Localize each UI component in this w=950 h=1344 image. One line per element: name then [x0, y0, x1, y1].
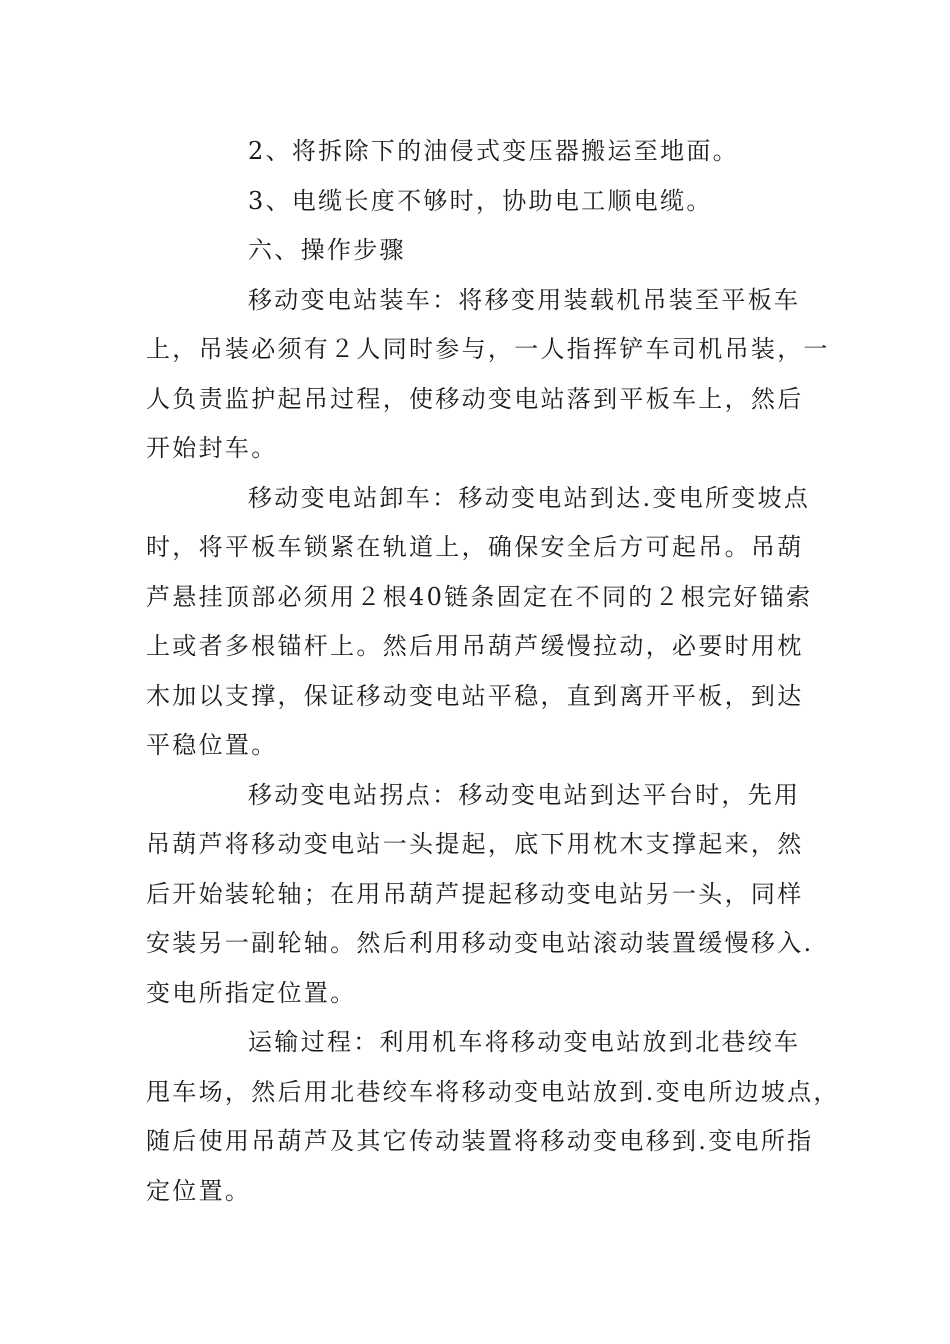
paragraph-line: 上或者多根锚杆上。然后用吊葫芦缓慢拉动，必要时用枕 [146, 632, 804, 660]
paragraph-line: 移动变电站装车：将移变用装载机吊装至平板车 [248, 285, 801, 314]
paragraph-line: 变电所指定位置。 [146, 978, 357, 1007]
paragraph-line: 后开始装轮轴；在用吊葫芦提起移动变电站另一头，同样 [146, 879, 804, 908]
paragraph-line: 移动变电站卸车：移动变电站到达.变电所变坡点 [248, 483, 811, 512]
paragraph-line: 开始封车。 [146, 434, 278, 462]
paragraph-line: 移动变电站拐点：移动变电站到达平台时，先用 [248, 780, 801, 809]
paragraph-line: 随后使用吊葫芦及其它传动装置将移动变电移到.变电所指 [146, 1127, 814, 1155]
paragraph-line: 安装另一副轮轴。然后利用移动变电站滚动装置缓慢移入. [146, 929, 814, 957]
paragraph-loading [146, 276, 830, 474]
document-body [146, 127, 840, 1216]
paragraph-line: 运输过程：利用机车将移动变电站放到北巷绞车 [248, 1028, 801, 1056]
section-heading: 六、操作步骤 [248, 236, 406, 264]
paragraph-line: 定位置。 [146, 1176, 252, 1205]
paragraph-unloading [146, 474, 813, 771]
paragraph-line: 人负责监护起吊过程，使移动变电站落到平板车上，然后 [146, 384, 804, 413]
paragraph-line: 平稳位置。 [146, 731, 278, 759]
paragraph-line: 上，吊装必须有２人同时参与，一人指挥铲车司机吊装，一 [146, 335, 830, 363]
paragraph-line: 木加以支撑，保证移动变电站平稳，直到离开平板，到达 [146, 681, 804, 710]
paragraph-line: 时，将平板车锁紧在轨道上，确保安全后方可起吊。吊葫 [146, 533, 804, 561]
list-item-2: 2、将拆除下的油侵式变压器搬运至地面。 [248, 137, 739, 165]
paragraph-line: 甩车场，然后用北巷绞车将移动变电站放到.变电所边坡点， [146, 1077, 840, 1106]
paragraph-turning-point [146, 771, 814, 1019]
list-item-3: 3、电缆长度不够时，协助电工顺电缆。 [248, 186, 713, 215]
paragraph-line: 芦悬挂顶部必须用２根40链条固定在不同的２根完好锚索 [146, 582, 813, 611]
paragraph-transport [146, 1018, 840, 1216]
paragraph-line: 吊葫芦将移动变电站一头提起，底下用枕木支撑起来，然 [146, 830, 804, 858]
